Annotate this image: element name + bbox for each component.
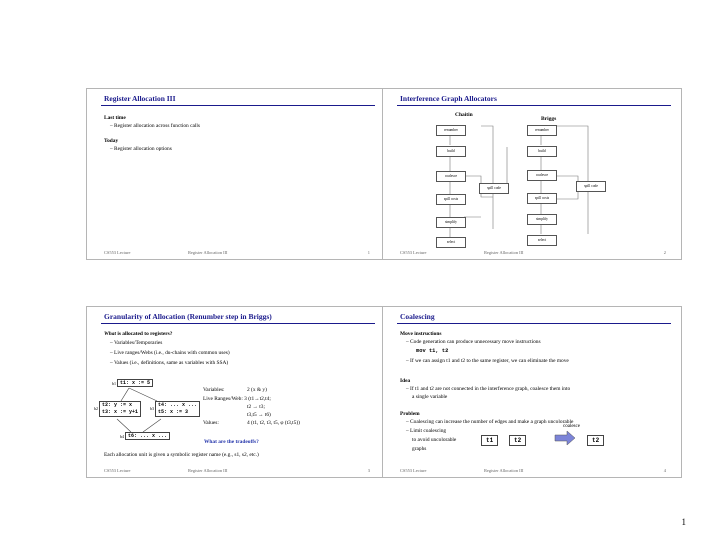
block-b2-line: t3: x := y+1 [102, 409, 139, 415]
chaitin-node-spill-costs: spill costs [436, 194, 466, 205]
problem-heading: Problem [400, 411, 420, 417]
variables-label: Variables: [203, 387, 225, 393]
block-b3-line: t5: x := 3 [158, 409, 189, 415]
last-time-heading: Last time [104, 115, 126, 121]
problem-item: – Coalescing can increase the number of edges and make a graph uncolorable [406, 419, 574, 425]
block-b2 [99, 401, 141, 417]
slide-title: Granularity of Allocation (Renumber step in Briggs) [104, 312, 272, 321]
block-b2-label: b2 [94, 406, 98, 411]
block-b1-label: b1 [112, 381, 116, 386]
slide-title: Interference Graph Allocators [400, 94, 497, 103]
footer-page: 4 [663, 468, 666, 473]
slide-3 [86, 306, 386, 478]
today-item: – Register allocation options [110, 146, 172, 152]
briggs-node-simplify: simplify [527, 214, 557, 225]
page-number: 1 [681, 517, 686, 527]
slide-1 [86, 88, 386, 260]
webs-line-3: t3,t5 → t6) [247, 412, 271, 418]
footer-page: 2 [663, 250, 666, 255]
slide-4 [382, 306, 682, 478]
briggs-node-build: build [527, 146, 557, 157]
values-label: Values: [203, 420, 219, 426]
footer-course: CS553 Lecture [400, 250, 427, 255]
slide-title: Register Allocation III [104, 94, 176, 103]
move-code: mov t1, t2 [416, 348, 449, 354]
footer-course: CS553 Lecture [104, 468, 131, 473]
briggs-node-spill-costs: spill costs [527, 193, 557, 204]
block-b4: t6: ... x ... [125, 432, 170, 440]
last-time-item: – Register allocation across function calls [110, 123, 200, 129]
unit-note: Each allocation unit is given a symbolic register name (e.g., s1, s2, etc.) [104, 452, 259, 458]
problem-item-2: – Limit coalescing [406, 428, 447, 434]
chaitin-node-renumber: renumber [436, 125, 466, 136]
today-heading: Today [104, 138, 119, 144]
chaitin-node-select: select [436, 237, 466, 248]
question-rest: is allocated to registers? [115, 331, 173, 337]
bullet-webs: – Live ranges/Webs (i.e., du-chains with common uses) [110, 350, 230, 356]
problem-item-3: to avoid uncolorable [412, 437, 457, 443]
footer-topic: Register Allocation III [484, 468, 524, 473]
coalesce-arrow [383, 307, 681, 477]
move-item: – Code generation can produce unnecessary move instructions [406, 339, 541, 345]
slide-2 [382, 88, 682, 260]
problem-item-4: graphs [412, 446, 427, 452]
footer-topic: Register Allocation III [188, 468, 228, 473]
briggs-node-spill-code: spill code [576, 181, 606, 192]
move-heading: Move instructions [400, 331, 442, 337]
webs-line-2: t2 → t3; [247, 404, 265, 410]
graph-node-t2: t2 [509, 435, 526, 446]
chaitin-label: Chaitin [455, 112, 473, 118]
footer-course: CS553 Lecture [104, 250, 131, 255]
briggs-label: Briggs [541, 116, 557, 122]
footer-topic: Register Allocation III [484, 250, 524, 255]
block-b1: t1: x := 5 [117, 379, 153, 387]
footer-topic: Register Allocation III [188, 250, 228, 255]
chaitin-node-spill-code: spill code [479, 183, 509, 194]
webs-label: Live Ranges/Web: 3 (t1→t2,t4; [203, 396, 271, 402]
bullet-variables: – Variables/Temporaries [110, 340, 163, 346]
idea-item: – If t1 and t2 are not connected in the interference graph, coalesce them into [406, 386, 571, 392]
block-b4-label: b4 [120, 434, 124, 439]
chaitin-node-simplify: simplify [436, 217, 466, 228]
idea-heading: Idea [400, 378, 411, 384]
slide-title: Coalescing [400, 312, 435, 321]
footer-page: 1 [367, 250, 370, 255]
coalesce-label: coalesce [563, 424, 580, 429]
briggs-node-renumber: renumber [527, 125, 557, 136]
idea-item-2: a single variable [412, 394, 448, 400]
briggs-node-coalesce: coalesce [527, 170, 557, 181]
values-value: 4 (t1, t2, t3, t5, φ (t3,t5)) [247, 420, 300, 426]
move-item-2: – If we can assign t1 and t2 to the same register, we can eliminate the move [406, 358, 569, 364]
block-b3-line: t4: ... x ... [158, 402, 198, 408]
briggs-node-select: select [527, 235, 557, 246]
tradeoff-question: What are the tradeoffs? [204, 439, 259, 445]
graph-node-coalesced: t2 [587, 435, 604, 446]
footer-course: CS553 Lecture [400, 468, 427, 473]
chaitin-node-coalesce: coalesce [436, 171, 466, 182]
question-em: What [104, 331, 116, 337]
variables-value: 2 (x & y) [247, 387, 267, 393]
block-b3 [155, 401, 200, 417]
block-b2-line: t2: y := x [102, 402, 133, 408]
block-b3-label: b3 [150, 406, 154, 411]
bullet-values: – Values (i.e., definitions, same as variables with SSA) [110, 360, 229, 366]
chaitin-node-build: build [436, 146, 466, 157]
title-rule [101, 105, 375, 106]
graph-node-t1: t1 [481, 435, 498, 446]
footer-page: 3 [367, 468, 370, 473]
